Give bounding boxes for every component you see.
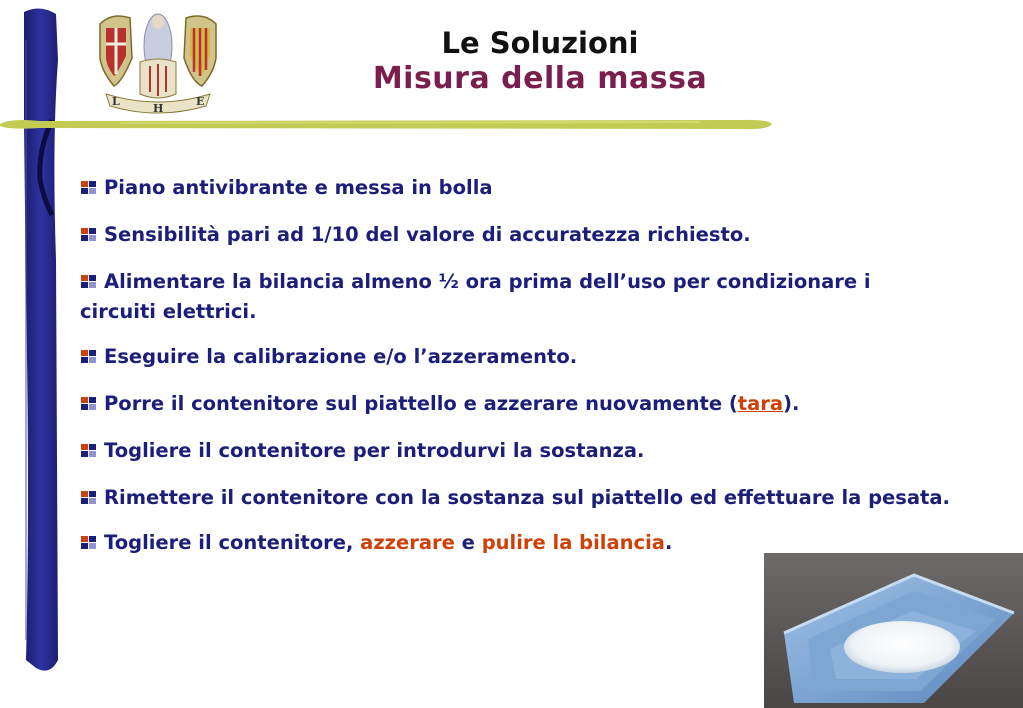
- bullet-square-icon: [80, 227, 98, 242]
- weighing-boat-photo: [764, 553, 1023, 708]
- bullet-square-icon: [80, 396, 98, 411]
- coat-of-arms-icon: [92, 2, 224, 122]
- svg-text:H: H: [153, 102, 164, 115]
- list-item: Eseguire la calibrazione e/o l’azzeramento.: [80, 342, 950, 372]
- bullet-square-icon: [80, 274, 98, 289]
- list-item: Alimentare la bilancia almeno ½ ora prima dell’uso per condizionare i circuiti elettrici.: [80, 270, 871, 323]
- highlight-azzerare: azzerare: [360, 531, 455, 554]
- left-decorative-bar: [0, 0, 70, 708]
- list-item: Togliere il contenitore, azzerare e pulire la bilancia.: [80, 528, 950, 558]
- bullet-square-icon: [80, 180, 98, 195]
- list-item: Porre il contenitore sul piattello e azzerare nuovamente (tara).: [80, 389, 950, 419]
- slide-subtitle: Misura della massa: [372, 61, 708, 96]
- bullet-square-icon: [80, 349, 98, 364]
- header-divider: [0, 112, 780, 136]
- bullet-square-icon: [80, 490, 98, 505]
- list-item: Sensibilità pari ad 1/10 del valore di accuratezza richiesto.: [80, 220, 950, 250]
- svg-text:E: E: [196, 95, 205, 108]
- bullet-square-icon: [80, 535, 98, 550]
- svg-text:L: L: [112, 95, 120, 108]
- highlight-pulire: pulire la bilancia: [481, 531, 665, 554]
- bullet-list: [80, 173, 950, 575]
- list-item: Rimettere il contenitore con la sostanza sul piattello ed effettuare la pesata.: [80, 483, 950, 513]
- list-item: Piano antivibrante e messa in bolla: [80, 173, 950, 203]
- list-item: Togliere il contenitore per introdurvi la sostanza.: [80, 436, 950, 466]
- slide-title: Le Soluzioni: [441, 26, 639, 60]
- bullet-square-icon: [80, 443, 98, 458]
- title-block: [300, 26, 780, 98]
- tara-link[interactable]: tara: [737, 392, 784, 415]
